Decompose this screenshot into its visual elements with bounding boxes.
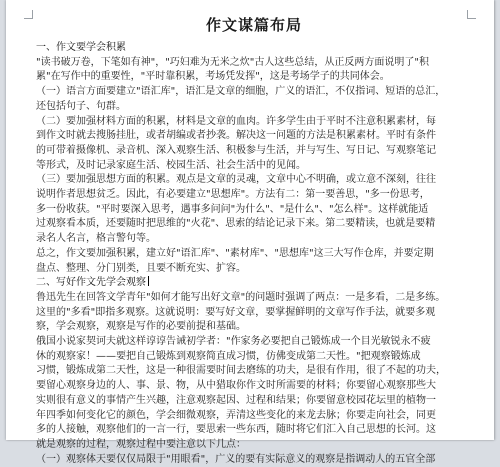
- document-body[interactable]: [36, 8, 472, 467]
- text-line: 就是观察的过程，观察过程中要注意以下几点：: [36, 438, 246, 450]
- section-heading: 二、写好作文先学会观察: [36, 276, 472, 291]
- text-line: 休的观察家！——要把自己锻炼到观察简直成习惯，仿佛变成第二天性。"把观察锻炼成: [36, 350, 421, 362]
- text-line: 多一份收获。"平时要深入思考，遇事多问问"为什么"、"是什么"、"怎么样"。这样就能适: [36, 203, 429, 215]
- text-line: 习惯，锻炼成第二天性，这是一种很需要时间去磨练的功夫，是很有作用，很了不起的功夫，: [36, 365, 446, 377]
- text-line: 实则很有意义的事情产生兴趣，注意观察起因、过程和结果；你要留意校园花坛里的植物一: [36, 394, 436, 406]
- text-line: 到作文时就去搜肠挂肚，或者胡编或者抄袭。解决这一问题的方法是积累素材。平时有条件: [36, 130, 436, 142]
- margin-corner-marker-left: [24, 10, 33, 19]
- text-line: 年四季如何变化它的颜色，学会细微观察，弄清这些变化的来龙去脉；你要走向社会，同更: [36, 409, 436, 421]
- text-line: 总之，作文要加强积累，建立好"语汇库"、"素材库"、"思想库"这三大写作仓库，并要定期: [36, 247, 434, 259]
- text-line: 累"在写作中的重要性，"平时靠积累，考场凭发挥"，这是考场学子的共同体会。: [36, 71, 390, 83]
- text-line: （三）要加强思想方面的积累。观点是文章的灵魂，文章中心不明确，或立意不深刻，往往: [36, 174, 436, 186]
- text-line: 等形式，及时记录家庭生活、校园生活、社会生活中的见闻。: [36, 159, 306, 171]
- document-page[interactable]: [6, 0, 494, 465]
- text-line: 这里的"多看"即指多观察。这就说明：要写好文章，要掌握鲜明的文章写作手法，就要多观: [36, 306, 436, 318]
- text-line: "读书破万卷，下笔如有神"，"巧妇难为无米之炊"古人这些总结，从正反两方面说明了"积: [36, 56, 429, 68]
- text-line: 鲁迅先生在回答文学青年"如何才能写出好文章"的问题时强调了两点：一是多看，二是多练。: [36, 291, 446, 303]
- text-line: 录名人名言，格言警句等。: [36, 233, 156, 245]
- text-line: 说明作者思想贫乏。因此，有必要建立"思想库"。方法有二：第一要善思，"多一份思考，: [36, 189, 430, 201]
- text-line: 盘点、整理、分门别类，且要不断充实、扩容。: [36, 262, 246, 274]
- text-line: 察，学会观察，观察是写作的必要前提和基础。: [36, 321, 246, 333]
- text-line: 过观察看本质，还要随时把思维的"火花"、思索的结论记录下来。第二要精读，也就是要精: [36, 218, 436, 230]
- text-line: 还包括句子、句群。: [36, 100, 126, 112]
- text-line: 的可带着摄像机、录音机、深入观察生活、积极参与生活，并与写生、写日记、写观察笔记: [36, 144, 436, 156]
- text-cursor: [148, 276, 149, 286]
- document-text: [36, 41, 472, 467]
- text-line: （一）观察体天要仅仅局限于"用眼看"，广义的要有实际意义的观察是指调动人的五官全部: [36, 453, 436, 465]
- text-line: 要留心观察身边的人、事、景、物，从中猎取你作文时所需要的材料；你要留心观察那些大: [36, 380, 436, 392]
- text-line: 俄国小说家契诃夫就这样谆谆告诫初学者："作家务必要把自己锻炼成一个目光敏锐永不疲: [36, 336, 431, 348]
- text-line: （二）要加强材料方面的积累，材料是文章的血肉。许多学生由于平时不注意积累素材，每: [36, 115, 436, 127]
- text-line: 多的人接触，观察他们的一言一行，要思索一些东西，随时将它们汇入自己思想的长河。这: [36, 424, 436, 436]
- section-heading: 一、作文要学会积累: [36, 42, 126, 53]
- text-line: （一）语言方面要建立"语汇库"，语汇是文章的细胞，广义的语汇，不仅指词、短语的总汇，: [36, 86, 446, 98]
- document-title: 作文谋篇布局: [205, 16, 302, 34]
